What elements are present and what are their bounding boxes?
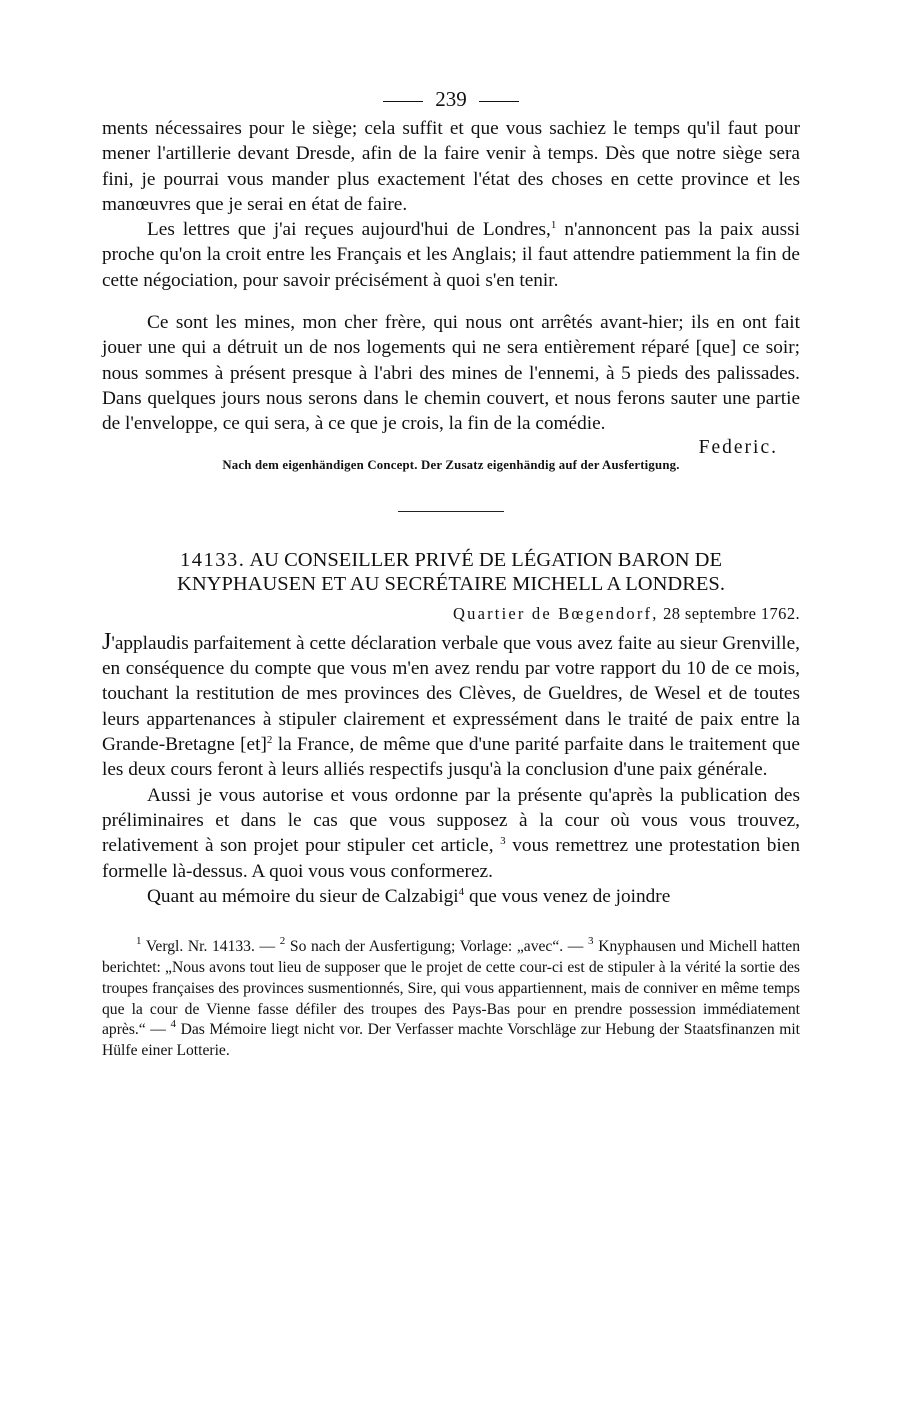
footnote-3: Knyphausen und Michell hatten berichtet: „Nous avons tout lieu de supposer que le projet de cette cour-ci est de stipuler à la vérité la sortie des troupes françaises des provinces susmentionnés, Sire, qui vous appartiennent, mais de conniver en même temps que la cour de Vienne fasse défiler des troupes des Pays-Bas pour en prendre possession immédiatement après.“ — [102,938,801,1039]
footnote-1: Vergl. Nr. 14133. — [145,938,276,956]
page [102,84,800,1062]
footnote-mark: 2 [266,734,273,747]
footnote-number: 3 [588,935,594,948]
paragraph-continuation: ments nécessaires pour le siège; cela suffit et que vous sachiez le temps qu'il faut pour mener l'artillerie devant Dresde, afin de la faire venir à temps. Dès que notre siège sera fini, je pourrai vous mander plus exactement l'état des choses en cette province et les manœuvres que je serai en état de faire. [102,118,800,215]
paragraph-3 [102,884,800,909]
paragraph-text: la France, de même que d'une parité parfaite dans le traitement que les deux cours feront à leurs alliés respectifs jusqu'à la conclusion d'une paix générale. [102,734,800,781]
footnote-number: 4 [170,1018,176,1031]
paragraph-text: vous remettrez une protestation bien formelle là-dessus. A quoi vous vous conformerez. [102,835,800,882]
paragraph-text: Les lettres que j'ai reçues aujourd'hui de Londres, [147,219,551,241]
paragraph-london-letters [102,217,800,293]
page-header [102,84,800,114]
paragraph-text: Aussi je vous autorise et vous ordonne par la présente qu'après la publication des préliminaires et dans le cas que vous supposez à la cour où vous vous trouvez, relativement à son projet pour stipuler cet article, [102,784,800,857]
footnote-number: 2 [279,935,286,948]
paragraph-1 [102,630,800,783]
document-body [102,630,800,909]
place-date [102,604,800,624]
document-title [102,548,800,596]
dropcap: J [102,628,112,655]
footnote-block [102,937,800,1062]
page-number: 239 [435,87,467,111]
letter-continuation [102,116,800,458]
paragraph-gap [102,293,800,310]
footnote-mark: 1 [550,219,557,232]
footnote-mark: 3 [500,835,506,848]
title-text: AU CONSEILLER PRIVÉ DE LÉGATION BARON DE [249,548,722,571]
paragraph-text: Quant au mémoire du sieur de Calzabigi [147,885,459,907]
paragraph-text: 'applaudis parfaitement à cette déclaration verbale que vous avez faite au sieur Grenville, en conséquence du compte que vous m'en avez rendu par votre rapport du 10 de ce mois, touchant la restitution de mes provinces des Clèves, de Gueldres, de Wesel et de toutes leurs appartenances à stipuler clairement et expressément dans le traité de paix entre la Grande-Bretagne [et] [102,632,800,756]
paragraph-text: n'annoncent pas la paix aussi proche qu'on la croit entre les Français et les Anglais; il faut attendre patiemment la fin de cette négociation, pour savoir précisément à quoi s'en tenir. [102,219,800,291]
document-number: 14133. [180,548,246,571]
source-note: Nach dem eigenhändigen Concept. Der Zusatz eigenhändig auf der Ausfertigung. [222,457,680,472]
postscript-block [102,310,800,436]
document-title-line-2: KNYPHAUSEN ET AU SECRÉTAIRE MICHELL A LONDRES. [177,572,725,595]
document-title-line-1 [102,548,800,572]
header-dash-right [479,101,519,102]
place: Quartier de Bœgendorf, [453,603,659,623]
date: 28 septembre 1762. [663,603,800,623]
footnote-2: So nach der Ausfertigung; Vorlage: „avec“. — [289,938,584,956]
paragraph-text: que vous venez de joindre [468,885,671,907]
footnote-number: 1 [136,935,142,948]
section-divider [398,511,504,512]
paragraph-2 [102,783,800,884]
footnote-4: Das Mémoire liegt nicht vor. Der Verfasser machte Vorschläge zur Hebung der Staatsfinanzen mit Hülfe einer Lotterie. [102,1021,801,1060]
footnotes [102,937,800,1062]
signature: Federic. [698,436,778,458]
postscript-paragraph: Ce sont les mines, mon cher frère, qui nous ont arrêtés avant-hier; ils en ont fait jouer une qui a détruit un de nos logements qui ne sera entièrement réparé [que] ce soir; nous sommes à présent presque à l'abri des mines de l'ennemi, à 5 pieds des palissades. Dans quelques jours nous serons dans le chemin couvert, et nous ferons sauter une partie de l'enveloppe, ce qui sera, à ce que je crois, la fin de la comédie. [102,312,800,435]
footnote-mark: 4 [458,885,465,898]
header-dash-left [383,101,423,102]
